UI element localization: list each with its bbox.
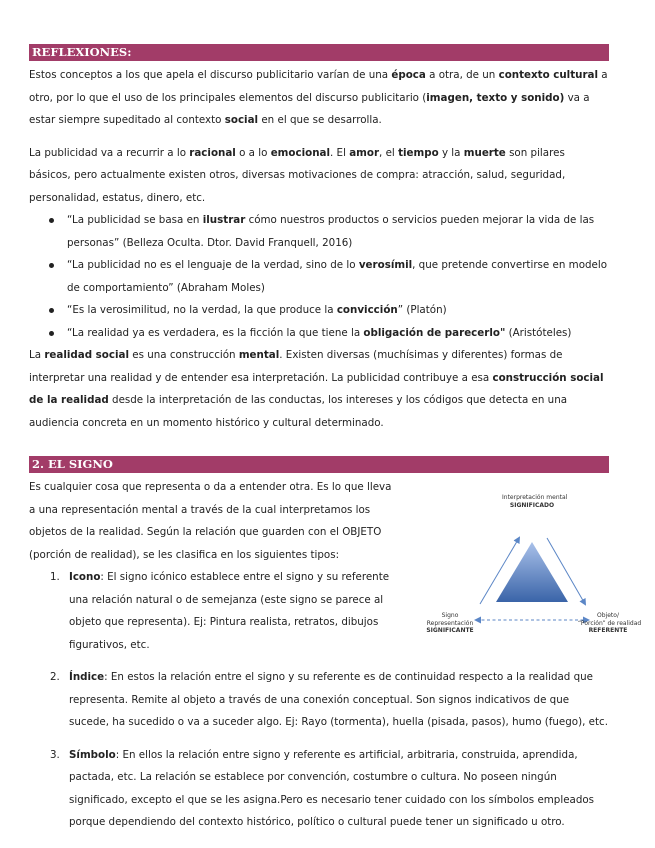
list-number: 2. [50, 671, 60, 683]
sign-type-text: Símbolo: En ellos la relación entre signo y referente es artificial, arbitraria, construida, aprendida, pactada, etc. La relación se establece por convención, costumbre o cultura. No poseen ningún significado, excepto el que se les asigna.Pero es necesario tener cuidado con los símbolos empleados porque dependiendo del contexto histórico, político o cultural puede tener un significado u otro. [69, 748, 595, 828]
document-page [29, 44, 642, 834]
diagram-label-significante [420, 612, 480, 635]
sign-type-text: Índice: En estos la relación entre el signo y su referente es de continuidad respecto a la realidad que representa. Remite al objeto a través de una conexión conceptual. Son signos indicativos de que sucede, ha sucedido o va a suceder algo. Ej: Rayo (tormenta), huella (pisada, pasos), humo (fuego), etc. [69, 671, 608, 728]
reflexiones-paragraph-2: La publicidad va a recurrir a lo racional o a lo emocional. El amor, el tiempo y la muerte son pilares básicos, pero actualmente existen otros, diversas motivaciones de compra: atracción, salud, seguridad, personalidad, estatus, dinero, etc. [29, 146, 566, 204]
quote-item: “La publicidad no es el lenguaje de la verdad, sino de lo verosímil, que pretende convertirse en modelo de comportamiento” (Abraham Moles) [67, 254, 609, 299]
section-heading-signo: 2. EL SIGNO [29, 456, 609, 473]
semiotic-triangle-diagram [412, 494, 642, 654]
diagram-text: “Porción” de realidad [578, 619, 642, 627]
quotes-list [29, 209, 609, 344]
quote-item: “La realidad ya es verdadera, es la ficción la que tiene la obligación de parecerlo" (Aristóteles) [67, 322, 609, 345]
central-triangle [496, 542, 568, 602]
signo-section [29, 476, 642, 834]
diagram-text: Interpretación mental [502, 494, 568, 501]
reflexiones-paragraph-3: La realidad social es una construcción mental. Existen diversas (muchísimas y diferentes) formas de interpretar una realidad y de entender esa interpretación. La publicidad contribuye a esa construcción social de la realidad desde la interpretación de las conductas, los intereses y los códigos que detecta en una audiencia concreta en un momento histórico y cultural determinado. [29, 349, 604, 429]
diagram-text: Signo [441, 612, 459, 619]
diagram-text: REFERENTE [588, 627, 628, 634]
diagram-text: SIGNIFICADO [509, 501, 555, 509]
diagram-label-referente [578, 612, 642, 635]
diagram-text: SIGNIFICANTE [426, 627, 474, 634]
sign-type-indice [50, 666, 609, 734]
sign-type-text: Icono: El signo icónico establece entre el signo y su referente una relación natural o de semejanza (este signo se parece al objeto que representa). Ej: Pintura realista, retratos, dibujos figurativos, etc. [69, 571, 390, 651]
quote-item: “Es la verosimilitud, no la verdad, la que produce la convicción” (Platón) [67, 299, 609, 322]
sign-type-simbolo [50, 744, 609, 834]
quote-item: “La publicidad se basa en ilustrar cómo nuestros productos o servicios pueden mejorar la vida de las personas” (Belleza Oculta. Dtor. David Franquell, 2016) [67, 209, 609, 254]
diagram-text: Objeto/ [597, 612, 619, 619]
list-number: 3. [50, 748, 60, 761]
list-number: 1. [50, 571, 60, 583]
sign-type-icono [50, 566, 401, 656]
section-heading-reflexiones: REFLEXIONES: [29, 44, 609, 61]
diagram-label-significado [502, 494, 568, 509]
signo-intro: Es cualquier cosa que representa o da a entender otra. Es lo que lleva a una representación mental a través de la cual interpretamos los objetos de la realidad. Según la relación que guarden con el OBJETO (porción de realidad), se les clasifica en los siguientes tipos: [29, 481, 392, 561]
diagram-text: Representación [426, 619, 474, 627]
reflexiones-paragraph-1: Estos conceptos a los que apela el discurso publicitario varían de una época a otra, de un contexto cultural a otro, por lo que el uso de los principales elementos del discurso publicitario (imagen, texto y sonido) va a estar siempre supeditado al contexto social en el que se desarrolla. [29, 69, 608, 126]
